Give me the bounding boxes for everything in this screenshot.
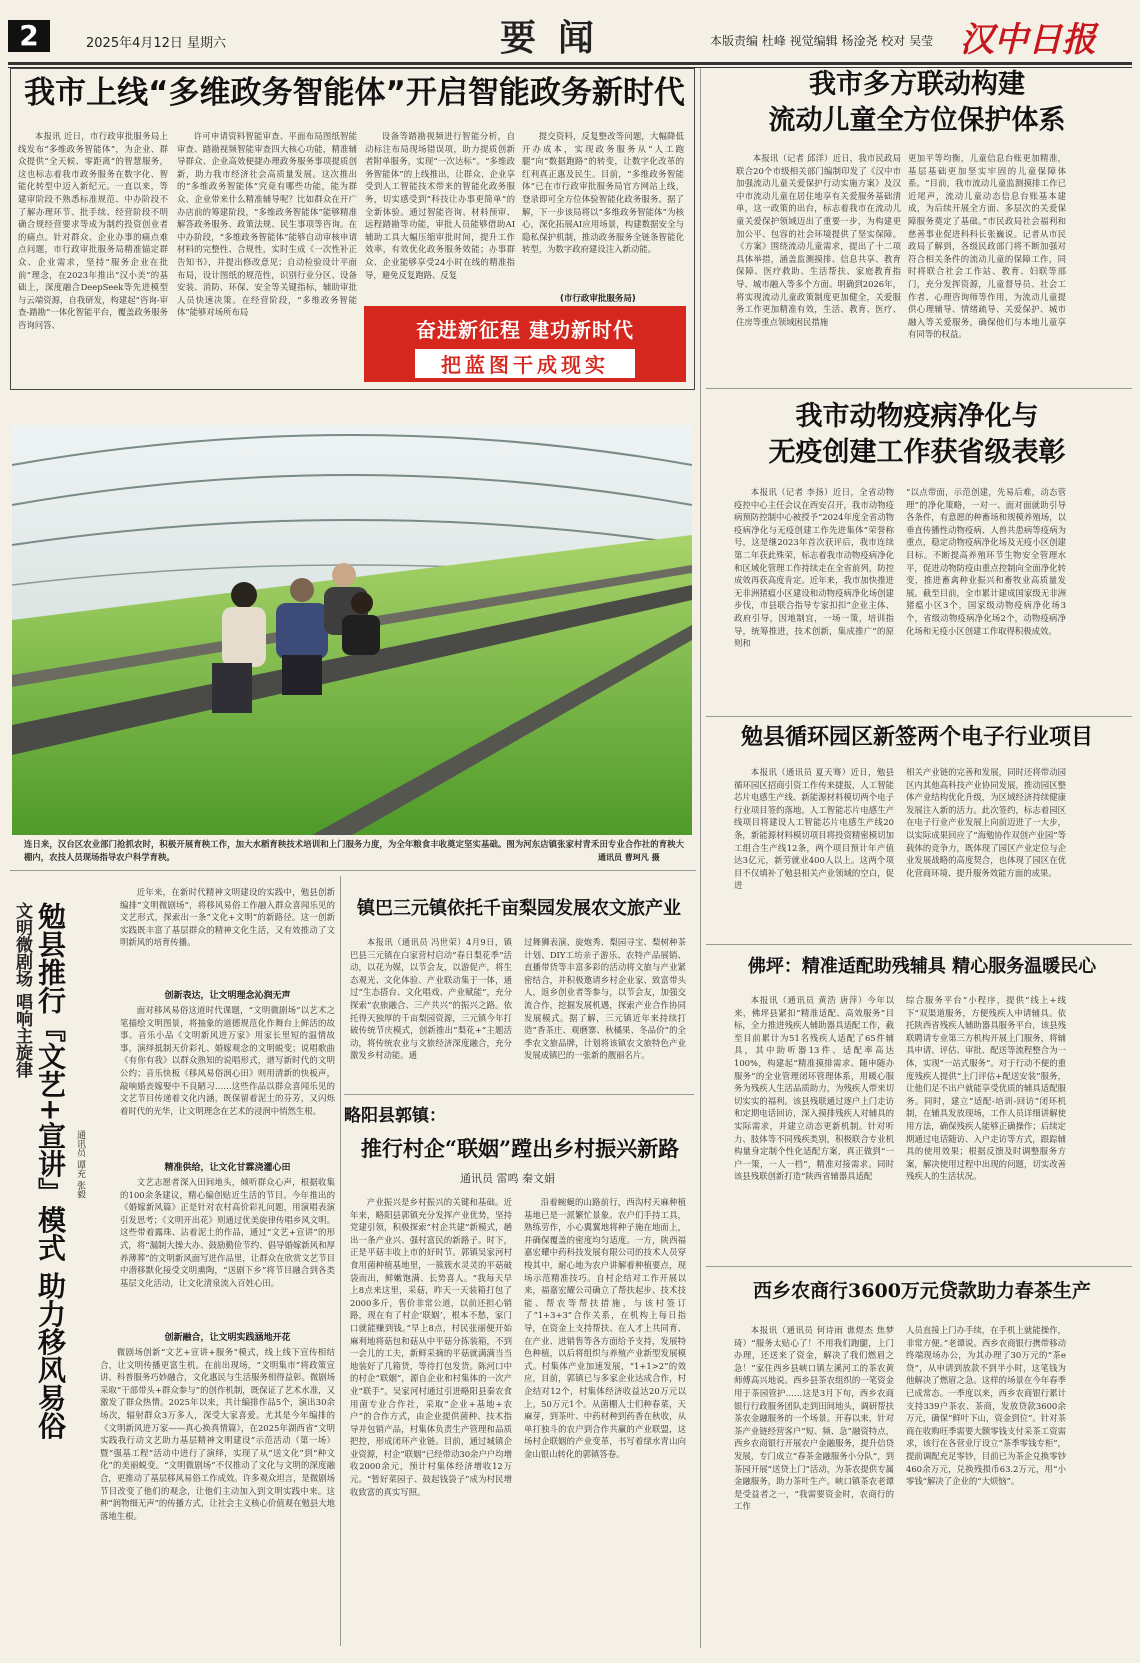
guozhen-headline: 推行村企“联姻”蹚出乡村振兴新路 (360, 1136, 680, 1161)
slogan-banner (364, 306, 686, 382)
header-rule (8, 62, 1132, 65)
lead-col-4: 提交资料，反复整改等问题，大幅降低开办成本，实现政务服务从“人工跑腿”向“数据跑路”的转变，让数字化改革的红利真正惠及民生。目前，“多维政务智能体”已在市行政审批服务局官方网站上线，登录即可全方位体验智能化政务服务。据了解，下一步该局将以“多维政务智能体”为核心，深化拓展AI应用场景，构建数据安全与隐私保护机制，推动政务服务全链条智能化转型，为数字政府建设注入新动能。 (522, 131, 684, 255)
lead-col-1: 本报讯 近日，市行政审批服务局上线发布“多维政务智能体”，为企业、群众提供“全天候、零距离”的智慧服务，这也标志着我市政务服务在数字化、智能化转型中迈入新纪元。一直以来，等建审阶段不熟悉标准规范、中办阶段不了解办理环节、批手续、经营阶段不明确合规经营要求等成为制约投资创业者的痛点。针对群众、企业办事的痛点难点问题，市行政审批服务局精准锚定群众、企业需求，坚持“服务企业在批前”理念，在2023年推出“汉小美”的基础上，深度融合DeepSeek等先进模型与云端资源，自我研发，构建起“咨询-审查-踏勘”一体化智能平台，覆盖政务服务咨询问答、 (18, 131, 168, 330)
lead-source: (市行政审批服务局) (560, 294, 636, 304)
lead-col-2: 许可申请资料智能审查、平面布局图纸智能审查、踏勘视频智能审查四大核心功能，精准辅导群众、企业高效便捷办理政务服务事项提质创新，助力我市经济社会高质量发展。这次推出的“多维政务智能体”究竟有哪些功能，能为群众、企业带来什么精准辅导呢？比如群众在开广办店前的筹建阶段，“多维政务智能体”能够精准解答政务服务、政策法规、民生事项等咨询。在中办阶段，“多维政务智能体”能够自动审核申请材料的完整性、合规性，实时生成《一次性补正告知书》，并提出修改意见；自动检验设计平面布局，设计图纸的规范性，识别行业分区、设备安装、消防、环保、安全等关键指标，辅助审批人员快速决策。在经营阶段，“多维政务智能体”能够对场所布局 (177, 131, 357, 318)
lead-headline: 我市上线“多维政务智能体”开启智能政务新时代 (24, 75, 685, 111)
lead-col-3: 设备等踏勘视频进行智能分析，自动标注布局现场错误项，助力提质创新者附单服务，实现“一次达标”。“多维政务智能体”的上线推出，让群众、企业享受到人工智能技术带来的智能化政务服务，切实感受到“科技让办事更简单”的全新体验。通过智能咨询、材料预审、远程踏勘等功能，审批人员能够借助AI辅助工具大幅压缩审批时间，提升工作效率，有效优化政务服务效能；办事群众、企业能够享受24小时在线的精准指导，避免反复跑路、反复 (365, 131, 515, 280)
animal-col-2: “以点带面，示范创建，先易后难，动态管理”的净化策略，一对一、面对面就助引导各条件，有意愿的种畜场和规模养殖场，以垂直传播性动物疫病、人兽共患病等疫病为重点，稳定动物疫病净化场及无疫小区创建目标。不断提高养殖环节生物安全管理水平，促进动物防疫由重点控制向全面净化转变，推进畜禽种业振兴和畜牧业高质量发展。截至目前，全市累计建成国家级无非洲猪瘟小区3个，国家级动物疫病净化场3个，省级动物疫病净化场2个，动物疫病净化场和无疫小区创建工作取得积极成效。 (906, 487, 1066, 636)
divider-l1 (10, 870, 696, 871)
slogan-line-2-text: 把蓝图干成现实 (441, 353, 609, 377)
divider-r1 (706, 388, 1132, 389)
theatre-para-2: 文艺志愿者深入田间地头，倾听群众心声，根据收集的100余条建议，精心编创贴近生活的节目。今年推出的《婚嫁新风篇》正是针对农村高价彩礼问题，用演唱表演引发思考；《文明开出花》则通过优美旋律传唱乡风文明。这些带着露珠、沾着泥土的作品，通过“文艺+宣讲”的形式，将“漏制大操大办、鼓励勤俭节约、倡导婚嫁新风和厚养薄葬”的文明新风面写进作品里，让群众在欣赏文艺节目中潜移默化接受文明熏陶，“送剧下乡”将节目融合到各类基层文化活动，让文化清泉流入百姓心田。 (120, 1177, 335, 1288)
animal-col-1: 本报讯（记者 李扬）近日，全省动物疫控中心主任会议在西安召开，我市动物疫病预防控制中心被授予“2024年度全省动物疫病净化与无疫创建工作先进集体”荣誉称号，这是继2023年首次获评后，我市连续第二年获此殊荣，标志着我市动物疫病净化和区域化管理工作持续走在全省前列，防控成效再获高度肯定。近年来，我市加快推进无非洲猪瘟小区建设和动物疫病净化场创建步伐，市县联合指导专家扣扣“企业主体、政府引导，因地制宜，一场一策，培训指导，统筹推进，技术创新，集成推广”的原则和 (734, 487, 894, 649)
guozhen-byline: 通讯员 雷鸣 秦文娟 (460, 1172, 555, 1185)
children-col-2: 更加平等均衡，儿童信息台账更加精准，基层基础更加坚实牢固的儿童保障体系。“目前，我市流动儿童监测摸排工作已近尾声，流动儿童动态信息台账基本建成，为后续开展全方面、多层次的关爱保障服务奠定了基础。”市民政局社会福利和慈善事业促进科科长张巍说。记者从市民政局了解到，各级民政部门将不断加强对符合相关条件的流动儿童的保障工作，同时将联合社会工作站、教育、妇联等部门，充分发挥资源，儿童督导员、社会工作者、心理咨询师等作用，为流动儿童提供心理辅导、情绪疏导、关爱保护、城市融入等关爱服务，确保他们与本地儿童享有同等的权益。 (908, 153, 1066, 340)
divider-r2 (706, 716, 1132, 717)
theatre-para-1: 面对移风易俗这道时代课题，“文明微剧场”以艺术之笔描绘文明图景，将抽象的道德规范化作舞台上鲜活的故事。音乐小品《文明新风进万家》用家长里短的温情故事，演绎抵制天价彩礼、婚嫁观念的文明蜕变；说唱歌曲《有你有我》以群众熟知的说唱形式，谱写新时代的文明公约；音乐快板《移风易俗润心田》则用清新的快板声，敲响婚丧嫁娶中不良陋习……这些作品以群众喜闻乐见的文艺节目传递着文化内涵，既保留着泥土的芬芳，又闪烁着时代的光华，让文明理念在艺术的浸润中悄然生根。 (120, 1005, 335, 1116)
xixiang-bank-col-2: 人员直接上门办手续，在手机上就能操作，非常方便。”老谭说。西乡农商银行携带移动终端现场办公，为其办理了30万元的“茶e贷”，从申请到放款不到半小时，这笔钱为他解决了燃眉之急。这样的场景在今年春季已成常态。一季度以来，西乡农商银行累计支持339户茶农、茶商，发放贷款3600余万元，确保“鲜叶下山，资金到位”。针对茶商在收购旺季需要大额零钱支付采茶工资需求，该行在各营业厅设立“茶季零钱专柜”，提前调配充足零钞，目前已为茶企兑换零钞460余万元，兑换残损币63.2万元，用“小零钱”解决了企业的“大烦恼”。 (906, 1325, 1066, 1487)
theatre-intro: 近年来，在新时代精神文明建设的实践中，勉县创新编排“文明微剧场”，将移风易俗工作融入群众喜闻乐见的文艺形式，探索出一条“文化+文明”的新路径。这一创新实践既丰富了基层群众的精神文化生活，又有效推动了文明新风的培育传播。 (120, 887, 335, 948)
newspaper-logo: 汉中日报 (960, 20, 1096, 60)
guozhen-kicker: 略阳县郭镇： (344, 1106, 446, 1126)
foping-col-2: 综合服务平台”小程序，提供“线上+线下”双渠道服务，方便残疾人申请辅具。依托陕西省残疾人辅助器具服务平台，该县残联聘请专业第三方机构开展上门服务，将辅具申请、评估、审批、配送等流程整合为一体，实现“一站式服务”。对于行动不便的重度残疾人提供“上门评估+配送安装”服务，让他们足不出户就能享受优质的辅具适配服务。同时，建立“适配-培训-回访”闭环机制，在辅具发放现场，工作人员详细讲解使用方法，确保残疾人能够正确操作；后续定期通过电话随访、入户走访等方式，跟踪辅具的使用效果；根据反馈及时调整服务方案，解决使用过程中出现的问题，切实改善残疾人的生活状况。 (906, 995, 1066, 1182)
theatre-subhead-3: 创新融合，让文明实践涵地开花 (164, 1333, 291, 1343)
page-number: 2 (8, 20, 50, 52)
slogan-line-1: 奋进新征程 建功新时代 (416, 318, 634, 342)
zhenba-col-1: 本报讯（通讯员 冯世荣）4月9日，镇巴县三元镇在白家营村启动“春日梨花季”活动，以花为媒，以节会友，以游促产，将生态观光、文化体验、产业联动集于一体，通过“生态搭台、文化唱戏、产业赋能”，充分探索“农旅融合、三产共兴”的振兴之路。依托得天独厚的千亩梨园资源，三元镇今年打破传统节庆模式，创新推出“梨花+”主题活动，将传统农业与文旅经济深度融合，充分激发乡村动能。通 (350, 937, 512, 1061)
issue-date: 2025年4月12日 星期六 (86, 36, 227, 51)
theatre-kicker: 文明微剧场 唱响主旋律 (12, 902, 32, 1078)
mianxian-project-col-1: 本报讯（通讯员 夏天骞）近日，勉县循环园区招商引资工作传来捷报，人工智能芯片电感生产线、新能源材料模切两个电子行业项目签约落地。人工智能芯片电感生产线项目将建设人工智能芯片电感生产线20条，新能源材料模切项目将投资精密模切加工组合生产线12条，两个项目预计年产值达3亿元，新劳就业400人以上。这两个项目不仅填补了勉县相关产业领域的空白，促进 (734, 767, 894, 891)
slogan-line-2 (415, 349, 635, 378)
divider-r3 (706, 944, 1132, 945)
divider-r4 (706, 1266, 1132, 1267)
rice-seedling-photo (12, 425, 692, 835)
zhenba-col-2: 过舞狮表演、旋炮秀、梨园寻宝、梨树种茶计划、DIY工坊亲子游乐、农特产品展销、直播带货等丰富多彩的活动将文旅与产业紧密结合，并积极邀请乡村企业家、致富带头人，返乡创业者等参与，以节会友，加强交流合作，挖掘发展机遇，探索产业合作协同发展模式。据了解，三元镇近年来持续打造“香茶庄、观磨寨、秋橘果、冬品价”的全季农文旅品牌，计划将该镇农文旅特色产业发展成镇巴的一张新的靓丽名片。 (524, 937, 686, 1061)
guozhen-col-2: 沿着蜿蜒的山路前行，西沟村天麻种植基地已是一派繁忙景象。农户们手持工具，熟练劳作，小心翼翼地将种子施在地面上，并确保覆盖的密度均匀适度。一方，陕西福嘉宏耀中药科技发展有限公司的技术人员穿梭其中，耐心地为农户讲解着种植要点，现场示范精准技巧。自村企结对工作开展以来，福嘉宏耀公司确立了帮扶起步、技术技能、帮农等帮扶措施，与该村签订了“1+3+3”合作关系，在机构上每日指导，在资金上支持帮扶、在人才上共同育、在产业、进销售等各方面给予支持，发展特色种植，以后将组织与养殖产业新型发展模式。村集体产业加速发展，“1+1>2”的效应，目前，郭镇已与多家企业达成合作，村企结对12个，村集体经济收益达20万元以上，50万元1个。从菌棚人士们种春菜，天麻芽，到茶叶、中药材种到药香在秋收，从单打独斗的农户到合作共赢的产业联盟，这场村企联姻的产业变革，书写着绿水青山向金山银山转化的郭镇答卷。 (524, 1197, 686, 1459)
children-headline-2: 流动儿童全方位保护体系 (768, 105, 1066, 136)
mianxian-project-headline: 勉县循环园区新签两个电子行业项目 (740, 724, 1093, 750)
xixiang-bank-col-1: 本报讯（通讯员 何诗雨 谯煜杰 焦梦琦）“服务太贴心了！不用我们跑腿，上门办理，还送来了资金，解决了我们燃眉之急！”家住西乡县峡口镇左溪河工的茶农黄师傅高兴地说。西乡县茶农组织的一笔资金用于茶园管护……这是3月下旬，西乡农商银行行政服务团队走到田间地头，调研帮扶茶农金融服务的一个场景。开春以来，针对茶产业链经营客户“短、频、急”融资特点，西乡农商银行开展农户金融服务，提升信贷发展，专门成立“春茶金融服务小分队”，到茶园开展“送贷上门”活动，为茶农提供专属金融服务，助力茶叶生产。峡口镇茶农老谭是受益者之一，“我需要资金时，农商行的工作 (734, 1325, 894, 1512)
animal-headline-1: 我市动物疫病净化与 (795, 401, 1039, 432)
children-headline-1: 我市多方联动构建 (809, 69, 1025, 100)
foping-col-1: 本报讯（通讯员 黄浩 唐萍）今年以来，佛坪县紧扣“精准适配、高效服务”目标，全力推进残疾人辅助器具适配工作，截至目前累计为51名残疾人适配了65件辅具，其中助听器13件、适配率高达100%，构建起“精准摸排需求、随申随办服务”的全业管理闭环管理体系，用暖心服务为残疾人生活品质助力，为残疾人带来切切实实的福利。该县残联通过逐户上门走访和定期电话回访，深入摸排残疾人对辅具的实际需求，并建立动态更新机制。针对听力、肢体等不同残疾类别，积极联合专业机构量身定制个性化适配方案，真正做到“一户一策，一人一档”，精准对接需求。同时该县残联创新打造“陕西省辅器具适配 (734, 995, 894, 1182)
theatre-subhead-2: 精准供给，让文化甘霖浇灌心田 (164, 1163, 291, 1173)
photo-credit: 通讯员 曹珂凡 摄 (598, 853, 660, 862)
divider-m1 (344, 1094, 694, 1095)
theatre-para-3: 微剧场创新“文艺+宣讲+服务”模式，线上线下宣传相结合，让文明传播更富生机。在前出现场，“文明集市”将政策宣讲、科普服务巧妙融合，文化惠民与生活服务相得益彰。微剧场采取“干部带头+群众参与”的创作机制，既保证了艺术水准，又激发了群众热情。2025年以来，共计编排作品5个，演出30余场次，辐射群众3万多人，深受大家喜爱。尤其是今年编排的《文明新风进万家——真心换真情篇》，在2025年湖西省“文明实践我行动文艺助力基层精神文明建设”示范活动（第一场）暨“强基工程”活动中进行了演绎，实现了从“送文化”到“种文化”的美丽蜕变。“文明微剧场”不仅推动了文化与文明的深度融合，更推动了基层移风易俗工作成效。许多观众坦言，是微剧场节目改变了他们的观念，让他们主动加入到文明实践中来。这种“润物细无声”的传播方式，让社会主义核心价值观在勉县大地落地生根。 (100, 1347, 335, 1521)
foping-headline: 佛坪：精准适配助残辅具 精心服务温暖民心 (747, 956, 1097, 977)
mianxian-project-col-2: 相关产业链的完善和发展，同时还将带动园区内其他高科技产业协同发展，推动园区整体产业结构优化升级，为区域经济持续健康发展注入新的活力。此次签约，标志着园区在电子行业产业发展上向前迈进了一大步，以实际成果回应了“海勉协作双创产业园”等载体的竞争力，既体现了园区产业定位与企业发展战略的高度契合，也体现了园区在优化营商环境、提升服务效能方面的成果。 (906, 767, 1066, 878)
xixiang-bank-headline: 西乡农商行3600万元贷款助力春茶生产 (753, 1280, 1091, 1302)
children-col-1: 本报讯（记者 邱洋）近日，我市民政局联合20个市级相关部门编制印发了《汉中市加强流动儿童关爱保护行动实施方案》及汉中市流动儿童在居住地享有关爱服务基础清单，这一政策的出台，标志着我市在流动儿童关爱保护领域迈出了重要一步，为构建更加公平、包容的社会环境提供了坚实保障。《方案》围绕流动儿童需求，提出了十二项具体举措，涵盖监测摸排、信息共享、教育保障、医疗救助、生活帮扶、家庭教育指导、城市融入等多个方面。明确到2026年，将实现流动儿童政策制度更加健全，关爱服务工作更加精准有效，生活、教育、医疗、住房等重点领域困民措施 (736, 153, 901, 327)
zhenba-headline: 镇巴三元镇依托千亩梨园发展农文旅产业 (357, 898, 681, 919)
theatre-subhead-1: 创新表达，让文明理念沁润无声 (164, 991, 291, 1001)
greenhouse-illustration (12, 425, 692, 835)
section-title: 要闻 (500, 18, 617, 59)
photo-caption: 连日来，汉台区农业部门抢抓农时，积极开展育秧工作，加大水稻育秧技术培训和上门服务力度，为全年粮食丰收奠定坚实基础。图为河东店镇张家村青禾田专业合作社的育秧大棚内，农技人员现场指导农户科学育秧。 (24, 839, 684, 862)
animal-headline-2: 无疫创建工作获省级表彰 (768, 437, 1066, 468)
guozhen-col-1: 产业振兴是乡村振兴的关键和基础。近年来，略阳县郭镇充分发挥产业优势，坚持党建引领，积极探索“村企共建”新模式，趟出一条产业兴、强村富民的新路子。时下，正是平菇丰收上市的好时节。郭镇吴家河村食用菌种植基地里，一簇簇水灵灵的平菇破袋而出，鲜嫩饱满、长势喜人。“我每天早上8点来这里，采菇，昨天一天装箱打包了2000多斤，售价非常公道，以前还担心销路，现在有了村企‘联姻’，根本不愁，家门口就能赚到钱。”早上8点，村民张丽便开始麻利地将菇包和菇从中平菇分拣装箱，不到一会儿的工夫，新鲜采摘的平菇就满满当当地装好了几箱货，等待打包发货。陈河口中的村企“联姻”，源自企业和村集体的一次产业“联手”。吴家河村通过引进略阳县秦农食用菌专业合作社，采取“企业+基地+农户”的合作方式，由企业提供菌种、技术指导并包销产品，村集体负责生产管理和品质把控，形成闭环产业链。目前，通过城镇企业资源，村企“联姻”已经带动30余户户均增收2000余元，预计村集体经济增收12万元。“暂好菜园子、鼓起钱袋子”成为村民增收致富的真实写照。 (350, 1197, 512, 1497)
column-divider-mid (340, 876, 341, 1646)
column-divider-right (700, 68, 701, 1648)
editor-credits: 本版责编 杜峰 视觉编辑 杨淦尧 校对 吴莹 (710, 34, 934, 48)
theatre-byline: 通讯员 谭充 张毅 (75, 1130, 85, 1199)
theatre-headline: 勉县推行『文艺+宣讲』模式 助力移风易俗 (34, 902, 67, 1440)
